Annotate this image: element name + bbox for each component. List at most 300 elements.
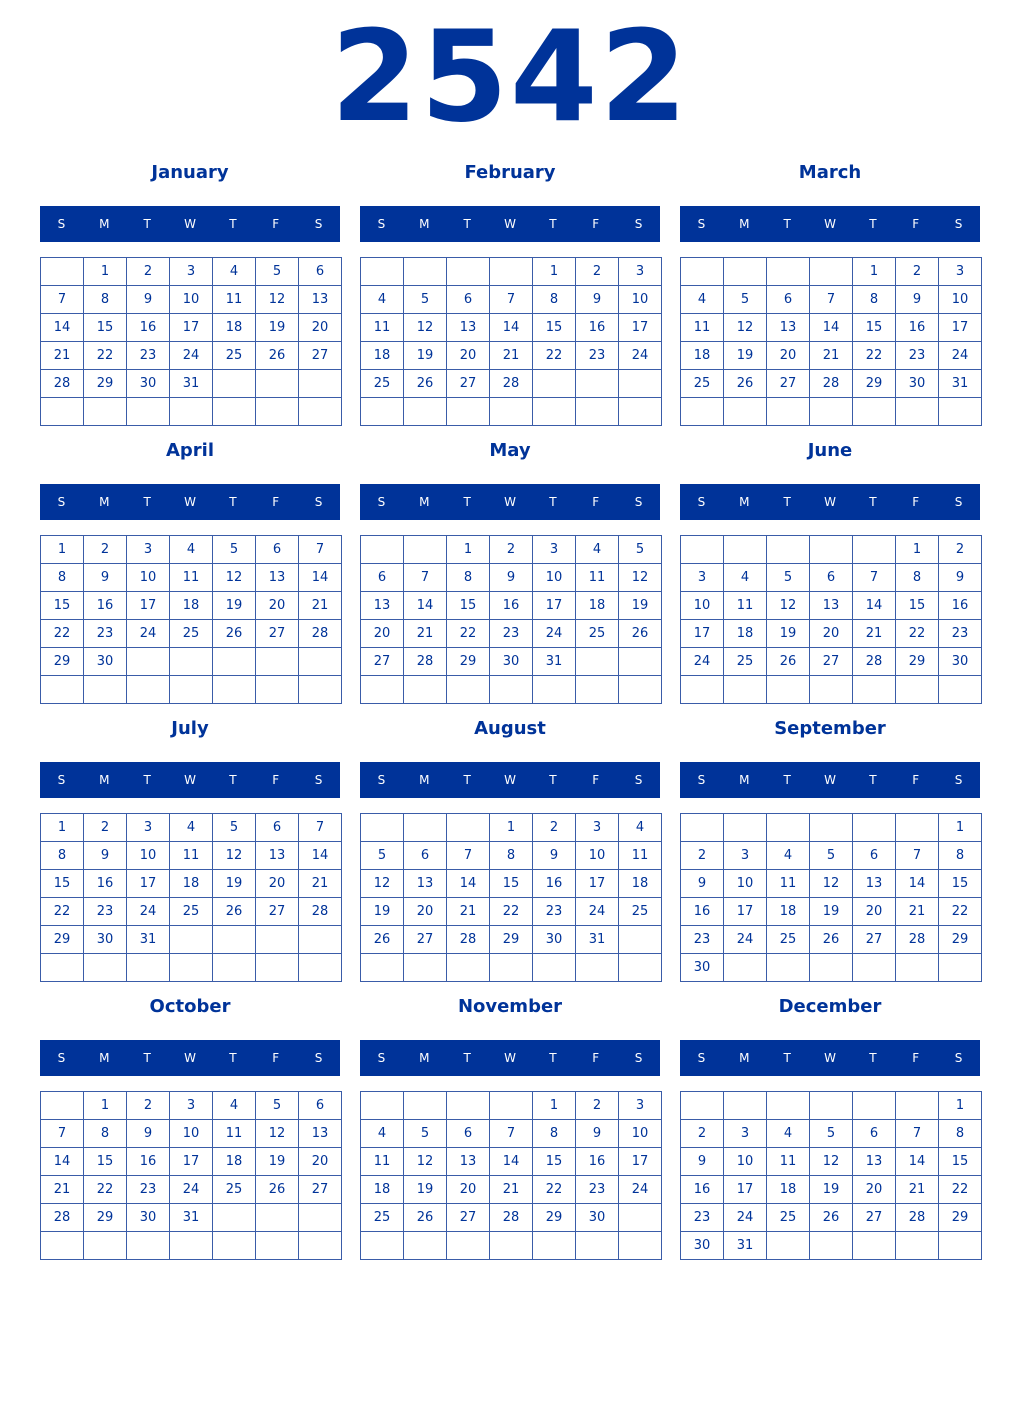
day-cell: 20 (256, 870, 299, 898)
week-row (681, 676, 982, 704)
week-row (681, 620, 982, 648)
day-cell: 9 (490, 564, 533, 592)
day-cell (256, 954, 299, 982)
day-cell: 1 (447, 536, 490, 564)
month-name: August (474, 718, 546, 739)
week-row (361, 592, 662, 620)
day-cell (404, 1232, 447, 1260)
day-cell: 12 (256, 286, 299, 314)
weekday-label: T (143, 217, 151, 231)
day-cell (767, 814, 810, 842)
weekday-label: M (419, 217, 430, 231)
day-cell: 26 (404, 370, 447, 398)
month-name: November (457, 996, 563, 1017)
day-cell: 4 (681, 286, 724, 314)
week-row (361, 536, 662, 564)
day-cell (256, 648, 299, 676)
day-cell: 23 (576, 342, 619, 370)
weekday-header (680, 484, 980, 520)
day-cell: 20 (299, 1148, 342, 1176)
day-cell: 14 (810, 314, 853, 342)
day-cell: 3 (681, 564, 724, 592)
day-cell: 13 (810, 592, 853, 620)
weekday-label: F (592, 773, 600, 787)
week-row (41, 1148, 342, 1176)
day-cell: 15 (533, 314, 576, 342)
day-cell (810, 536, 853, 564)
day-cell: 25 (213, 342, 256, 370)
weekday-label: S (634, 217, 643, 231)
weekday-label: F (272, 1051, 280, 1065)
day-cell: 24 (681, 648, 724, 676)
weekday-label: S (954, 217, 963, 231)
day-cell: 13 (256, 842, 299, 870)
day-cell: 5 (404, 1120, 447, 1148)
day-cell: 8 (490, 842, 533, 870)
week-row (361, 1176, 662, 1204)
day-cell: 8 (853, 286, 896, 314)
week-row (361, 1148, 662, 1176)
weekday-label: S (954, 773, 963, 787)
day-cell: 22 (896, 620, 939, 648)
day-cell: 28 (41, 1204, 84, 1232)
day-cell: 7 (853, 564, 896, 592)
weekday-label: F (912, 217, 920, 231)
day-cell: 22 (939, 898, 982, 926)
day-cell: 22 (490, 898, 533, 926)
week-row (361, 342, 662, 370)
day-cell: 29 (84, 370, 127, 398)
day-cell: 31 (170, 1204, 213, 1232)
day-cell: 7 (490, 286, 533, 314)
day-cell (724, 258, 767, 286)
weekday-label: T (463, 495, 471, 509)
weekday-header (680, 1040, 980, 1076)
day-cell (490, 1232, 533, 1260)
week-row (681, 564, 982, 592)
day-cell: 12 (404, 314, 447, 342)
week-row (41, 814, 342, 842)
weekday-label: T (143, 495, 151, 509)
day-cell: 13 (404, 870, 447, 898)
day-cell: 17 (724, 1176, 767, 1204)
day-cell: 25 (170, 898, 213, 926)
day-cell: 10 (681, 592, 724, 620)
day-cell: 3 (619, 258, 662, 286)
day-cell: 26 (810, 926, 853, 954)
day-cell: 12 (256, 1120, 299, 1148)
day-cell: 7 (41, 1120, 84, 1148)
day-cell: 8 (896, 564, 939, 592)
weekday-label: S (697, 1051, 706, 1065)
day-cell (447, 814, 490, 842)
month-name: July (171, 718, 209, 739)
day-grid (680, 257, 982, 426)
weekday-label: W (504, 217, 516, 231)
day-cell: 13 (299, 1120, 342, 1148)
weekday-header (360, 206, 660, 242)
day-cell: 2 (490, 536, 533, 564)
week-row (41, 1204, 342, 1232)
day-cell: 6 (853, 842, 896, 870)
weekday-label: S (954, 495, 963, 509)
day-cell: 7 (447, 842, 490, 870)
day-cell: 26 (404, 1204, 447, 1232)
day-cell (127, 676, 170, 704)
weekday-label: S (57, 217, 66, 231)
day-cell: 29 (896, 648, 939, 676)
day-cell: 25 (213, 1176, 256, 1204)
day-cell (619, 676, 662, 704)
day-grid (680, 813, 982, 982)
day-cell: 2 (681, 1120, 724, 1148)
day-cell (576, 954, 619, 982)
weekday-label: S (634, 495, 643, 509)
day-cell (299, 1204, 342, 1232)
day-cell (41, 398, 84, 426)
day-cell: 3 (127, 536, 170, 564)
weekday-label: F (272, 495, 280, 509)
weekday-label: F (912, 495, 920, 509)
day-cell: 14 (41, 1148, 84, 1176)
week-row (361, 676, 662, 704)
weekday-header (360, 762, 660, 798)
day-cell: 28 (853, 648, 896, 676)
month-name: May (489, 440, 531, 461)
day-cell: 6 (853, 1120, 896, 1148)
day-cell: 17 (127, 870, 170, 898)
day-cell (213, 1232, 256, 1260)
day-cell (213, 648, 256, 676)
day-cell (361, 536, 404, 564)
day-cell (767, 954, 810, 982)
week-row (361, 1204, 662, 1232)
weekday-label: T (549, 495, 557, 509)
day-cell: 26 (724, 370, 767, 398)
day-cell: 25 (619, 898, 662, 926)
day-cell: 27 (299, 342, 342, 370)
weekday-header (40, 1040, 340, 1076)
weekday-label: F (592, 217, 600, 231)
day-cell: 26 (767, 648, 810, 676)
week-row (681, 898, 982, 926)
day-cell: 19 (404, 342, 447, 370)
day-cell (896, 814, 939, 842)
weekday-label: M (419, 773, 430, 787)
week-row (361, 1120, 662, 1148)
day-cell (533, 370, 576, 398)
week-row (681, 842, 982, 870)
day-cell: 27 (299, 1176, 342, 1204)
day-cell: 19 (213, 870, 256, 898)
day-cell: 11 (576, 564, 619, 592)
day-cell (490, 258, 533, 286)
day-cell: 2 (127, 1092, 170, 1120)
weekday-header (40, 206, 340, 242)
day-cell: 23 (127, 342, 170, 370)
week-row (361, 898, 662, 926)
day-cell (84, 398, 127, 426)
day-cell: 3 (533, 536, 576, 564)
day-cell: 29 (41, 648, 84, 676)
day-cell: 10 (619, 286, 662, 314)
day-cell: 22 (447, 620, 490, 648)
day-cell: 27 (853, 926, 896, 954)
day-cell (724, 536, 767, 564)
day-cell: 24 (170, 1176, 213, 1204)
day-cell: 9 (576, 1120, 619, 1148)
weekday-label: T (783, 495, 791, 509)
week-row (361, 620, 662, 648)
day-cell: 21 (404, 620, 447, 648)
day-cell: 18 (213, 314, 256, 342)
day-cell: 7 (896, 1120, 939, 1148)
day-cell: 21 (853, 620, 896, 648)
day-cell: 30 (490, 648, 533, 676)
day-cell: 12 (404, 1148, 447, 1176)
day-cell (681, 676, 724, 704)
day-cell: 24 (127, 898, 170, 926)
day-cell: 12 (810, 870, 853, 898)
week-row (41, 1176, 342, 1204)
day-cell: 26 (810, 1204, 853, 1232)
day-cell: 30 (939, 648, 982, 676)
day-cell (213, 398, 256, 426)
day-cell: 17 (533, 592, 576, 620)
day-cell (533, 676, 576, 704)
day-cell (853, 676, 896, 704)
day-cell (299, 676, 342, 704)
day-cell: 28 (447, 926, 490, 954)
day-cell (256, 398, 299, 426)
day-cell (939, 1232, 982, 1260)
day-cell: 25 (681, 370, 724, 398)
day-cell: 21 (41, 342, 84, 370)
weekday-label: W (504, 495, 516, 509)
day-cell: 2 (576, 258, 619, 286)
day-cell: 10 (127, 564, 170, 592)
weekday-label: S (377, 495, 386, 509)
day-cell: 17 (724, 898, 767, 926)
day-cell: 21 (41, 1176, 84, 1204)
day-cell (299, 648, 342, 676)
day-cell: 22 (853, 342, 896, 370)
day-cell: 2 (896, 258, 939, 286)
week-row (41, 564, 342, 592)
week-row (361, 1232, 662, 1260)
day-cell: 27 (853, 1204, 896, 1232)
day-cell: 23 (533, 898, 576, 926)
weekday-header (360, 1040, 660, 1076)
day-cell (619, 954, 662, 982)
day-cell (299, 954, 342, 982)
day-cell: 3 (170, 258, 213, 286)
day-cell: 13 (447, 1148, 490, 1176)
weekday-label: W (184, 773, 196, 787)
day-cell (41, 676, 84, 704)
weekday-label: S (57, 495, 66, 509)
day-cell: 30 (84, 926, 127, 954)
day-cell: 12 (361, 870, 404, 898)
weekday-label: F (592, 1051, 600, 1065)
weekday-label: T (869, 495, 877, 509)
day-cell: 16 (576, 314, 619, 342)
day-cell: 30 (681, 1232, 724, 1260)
day-cell: 4 (170, 536, 213, 564)
week-row (681, 536, 982, 564)
day-cell: 30 (127, 370, 170, 398)
day-cell: 15 (939, 1148, 982, 1176)
week-row (361, 814, 662, 842)
day-cell: 2 (576, 1092, 619, 1120)
week-row (681, 314, 982, 342)
day-cell: 5 (767, 564, 810, 592)
day-cell: 16 (127, 314, 170, 342)
week-row (361, 370, 662, 398)
weekday-header (40, 484, 340, 520)
day-cell: 2 (127, 258, 170, 286)
week-row (361, 648, 662, 676)
day-cell: 22 (533, 1176, 576, 1204)
weekday-label: S (697, 495, 706, 509)
weekday-label: M (739, 217, 750, 231)
day-cell: 11 (619, 842, 662, 870)
day-cell: 14 (853, 592, 896, 620)
weekday-label: F (272, 773, 280, 787)
day-cell: 11 (170, 564, 213, 592)
weekday-label: S (57, 1051, 66, 1065)
day-cell (681, 1092, 724, 1120)
week-row (681, 286, 982, 314)
day-cell: 20 (447, 342, 490, 370)
week-row (681, 370, 982, 398)
day-cell: 10 (724, 870, 767, 898)
day-cell: 20 (404, 898, 447, 926)
month-name: April (165, 440, 215, 461)
month-name: December (778, 996, 882, 1017)
weekday-label: M (99, 773, 110, 787)
day-cell: 18 (619, 870, 662, 898)
day-cell: 29 (447, 648, 490, 676)
day-cell (619, 648, 662, 676)
weekday-label: T (229, 1051, 237, 1065)
day-cell (256, 926, 299, 954)
day-cell: 4 (724, 564, 767, 592)
day-cell: 6 (299, 258, 342, 286)
week-row (681, 592, 982, 620)
day-cell (361, 1092, 404, 1120)
week-row (681, 1120, 982, 1148)
weekday-label: S (697, 217, 706, 231)
week-row (681, 648, 982, 676)
day-cell: 8 (533, 1120, 576, 1148)
day-cell: 6 (767, 286, 810, 314)
day-cell: 20 (361, 620, 404, 648)
weekday-label: T (463, 1051, 471, 1065)
day-cell: 11 (724, 592, 767, 620)
day-cell: 14 (447, 870, 490, 898)
week-row (41, 258, 342, 286)
day-cell: 16 (84, 592, 127, 620)
weekday-label: W (504, 773, 516, 787)
day-cell: 15 (84, 314, 127, 342)
day-cell: 20 (810, 620, 853, 648)
day-cell (767, 258, 810, 286)
day-cell (681, 398, 724, 426)
day-cell: 14 (41, 314, 84, 342)
weekday-label: W (184, 1051, 196, 1065)
day-cell (127, 954, 170, 982)
day-cell: 20 (256, 592, 299, 620)
weekday-label: S (634, 773, 643, 787)
day-cell: 22 (84, 1176, 127, 1204)
day-cell: 22 (41, 898, 84, 926)
day-cell: 13 (361, 592, 404, 620)
day-cell (576, 676, 619, 704)
day-cell: 3 (127, 814, 170, 842)
week-row (41, 676, 342, 704)
day-cell: 13 (853, 870, 896, 898)
day-cell: 23 (896, 342, 939, 370)
day-cell: 6 (447, 1120, 490, 1148)
day-cell (939, 954, 982, 982)
week-row (361, 564, 662, 592)
day-cell: 6 (361, 564, 404, 592)
weekday-label: S (954, 1051, 963, 1065)
day-cell: 24 (127, 620, 170, 648)
day-cell: 5 (213, 536, 256, 564)
day-cell (533, 398, 576, 426)
day-cell: 3 (939, 258, 982, 286)
day-cell: 16 (127, 1148, 170, 1176)
day-cell: 7 (810, 286, 853, 314)
day-cell (41, 1092, 84, 1120)
day-cell: 9 (84, 564, 127, 592)
day-cell: 7 (490, 1120, 533, 1148)
day-cell (447, 676, 490, 704)
day-cell: 8 (84, 1120, 127, 1148)
day-cell: 31 (939, 370, 982, 398)
day-cell: 9 (681, 870, 724, 898)
day-grid (360, 813, 662, 982)
day-cell: 25 (170, 620, 213, 648)
day-cell: 30 (84, 648, 127, 676)
day-cell: 9 (127, 1120, 170, 1148)
day-cell (170, 1232, 213, 1260)
day-cell: 7 (299, 536, 342, 564)
day-cell (361, 1232, 404, 1260)
year-title: 2542 (330, 3, 690, 150)
day-cell (533, 1232, 576, 1260)
day-cell: 17 (681, 620, 724, 648)
day-cell: 1 (84, 1092, 127, 1120)
day-cell (447, 954, 490, 982)
day-cell: 21 (490, 342, 533, 370)
day-cell: 2 (84, 814, 127, 842)
day-cell: 10 (533, 564, 576, 592)
week-row (361, 286, 662, 314)
day-cell: 31 (127, 926, 170, 954)
day-cell (447, 1092, 490, 1120)
day-cell: 17 (939, 314, 982, 342)
weekday-label: T (869, 217, 877, 231)
day-cell: 19 (619, 592, 662, 620)
month-name: June (807, 440, 853, 461)
day-cell: 24 (170, 342, 213, 370)
day-cell: 9 (896, 286, 939, 314)
day-cell (724, 398, 767, 426)
day-cell (810, 1232, 853, 1260)
